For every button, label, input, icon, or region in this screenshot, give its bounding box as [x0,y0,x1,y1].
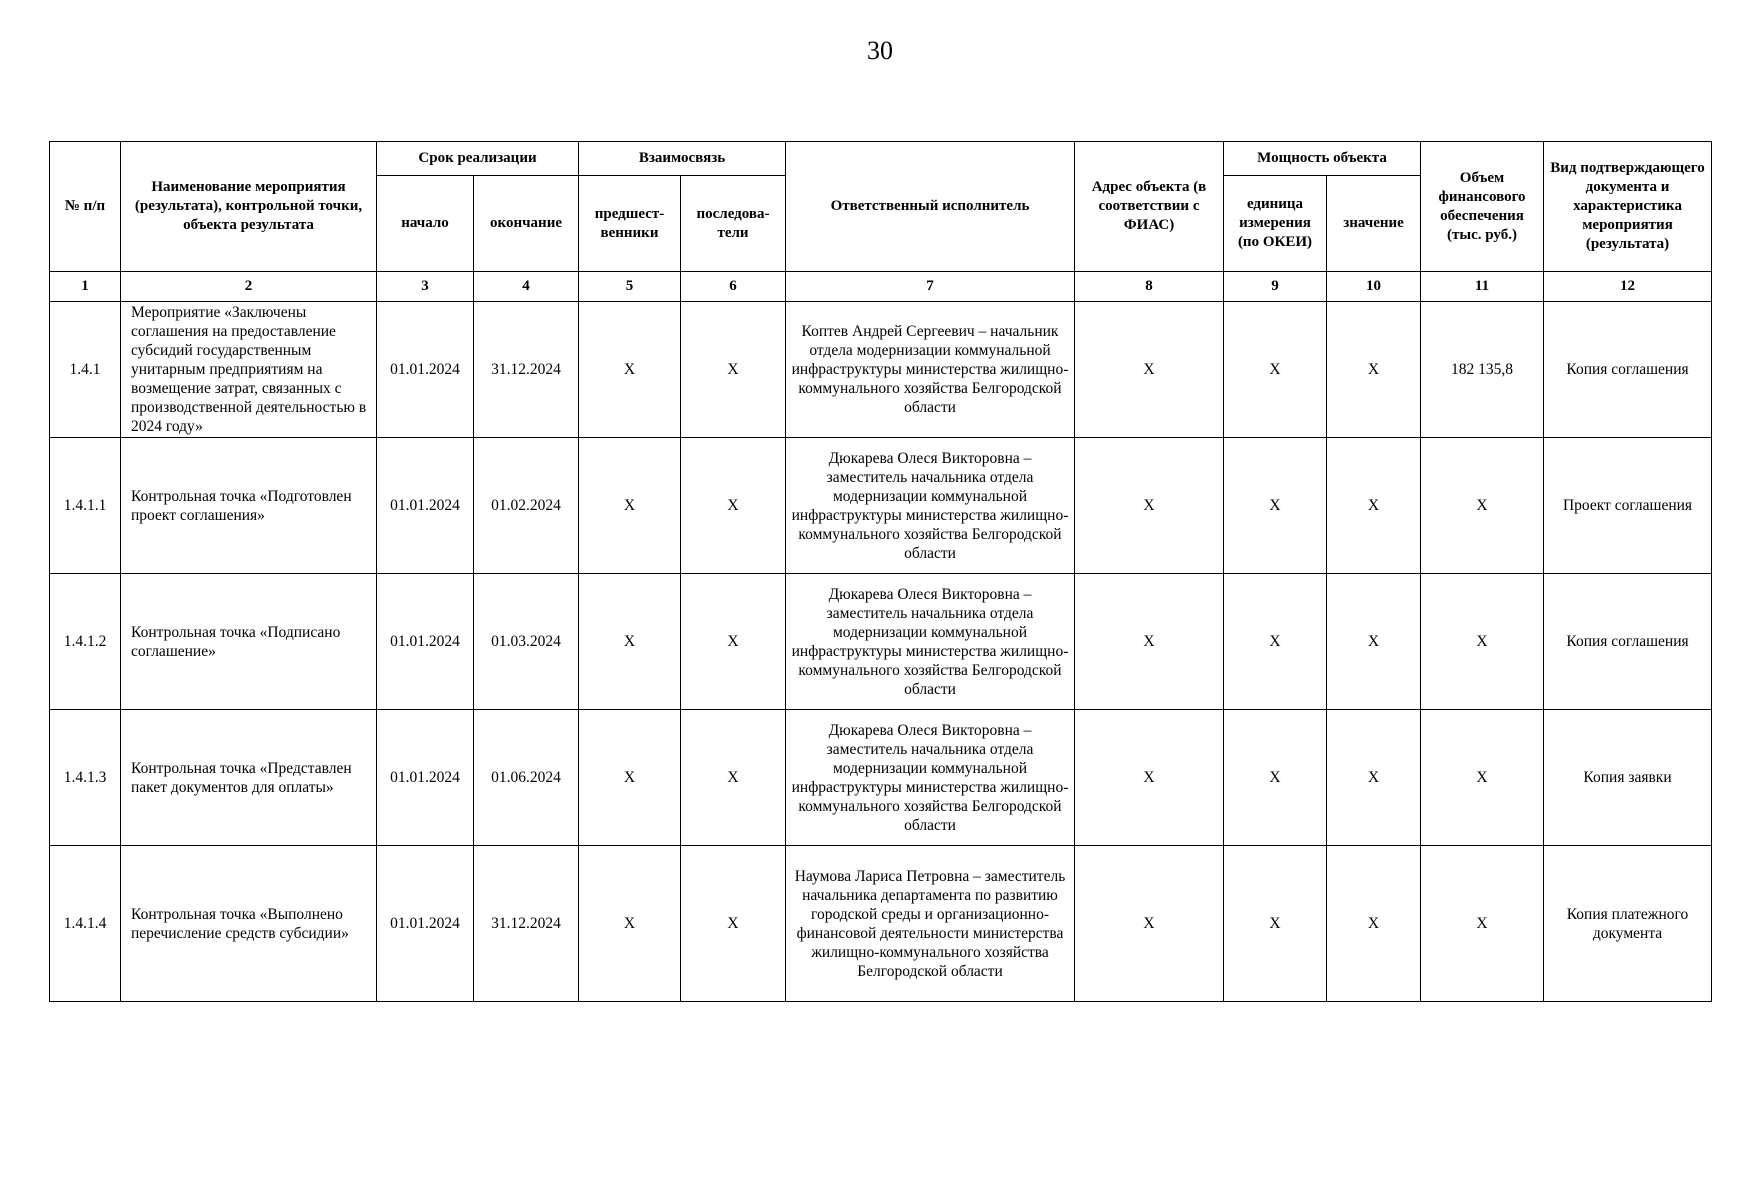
row-unit: X [1224,302,1327,438]
row-end: 31.12.2024 [474,302,579,438]
header-finance: Объем финансового обеспечения (тыс. руб.) [1421,142,1544,272]
row-next: X [681,438,786,574]
header-relation: Взаимосвязь [579,142,786,176]
row-finance: X [1421,846,1544,1002]
row-executor: Дюкарева Олеся Викторовна – заместитель начальника отдела модернизации коммунальной инфраструктуры министерства жилищно-коммунального хозяйства Белгородской области [786,574,1075,710]
column-number: 11 [1421,272,1544,302]
header-capacity-value: значение [1327,176,1421,272]
row-finance: X [1421,574,1544,710]
table-row [50,846,1712,1002]
row-prev: X [579,710,681,846]
header-capacity: Мощность объекта [1224,142,1421,176]
table-row [50,302,1712,438]
column-number-row [50,272,1712,302]
row-value: X [1327,574,1421,710]
row-address: X [1075,846,1224,1002]
column-number: 2 [121,272,377,302]
row-doc: Копия платежного документа [1544,846,1712,1002]
row-doc: Проект соглашения [1544,438,1712,574]
header-term-end: окончание [474,176,579,272]
row-name: Контрольная точка «Подписано соглашение» [121,574,377,710]
row-finance: 182 135,8 [1421,302,1544,438]
column-number: 3 [377,272,474,302]
row-next: X [681,846,786,1002]
row-end: 01.06.2024 [474,710,579,846]
row-name: Мероприятие «Заключены соглашения на предоставление субсидий государственным унитарным предприятиям на возмещение затрат, связанных с производственной деятельностью в 2024 году» [121,302,377,438]
header-address: Адрес объекта (в соответствии с ФИАС) [1075,142,1224,272]
column-number: 7 [786,272,1075,302]
row-unit: X [1224,846,1327,1002]
row-executor: Дюкарева Олеся Викторовна – заместитель начальника отдела модернизации коммунальной инфраструктуры министерства жилищно-коммунального хозяйства Белгородской области [786,710,1075,846]
row-next: X [681,574,786,710]
row-start: 01.01.2024 [377,710,474,846]
row-start: 01.01.2024 [377,302,474,438]
column-number: 4 [474,272,579,302]
row-start: 01.01.2024 [377,438,474,574]
row-end: 01.03.2024 [474,574,579,710]
table-row [50,438,1712,574]
row-num: 1.4.1.2 [50,574,121,710]
row-num: 1.4.1.3 [50,710,121,846]
header-capacity-unit: единица измерения (по ОКЕИ) [1224,176,1327,272]
row-prev: X [579,438,681,574]
header-term-start: начало [377,176,474,272]
row-num: 1.4.1.4 [50,846,121,1002]
header-relation-prev: предшест-венники [579,176,681,272]
row-num: 1.4.1.1 [50,438,121,574]
row-value: X [1327,846,1421,1002]
header-doc-type: Вид подтверждающего документа и характеристика мероприятия (результата) [1544,142,1712,272]
row-prev: X [579,302,681,438]
row-address: X [1075,574,1224,710]
header-relation-next: последова-тели [681,176,786,272]
row-executor: Наумова Лариса Петровна – заместитель начальника департамента по развитию городской среды и организационно-финансовой деятельности министерства жилищно-коммунального хозяйства Белгородской области [786,846,1075,1002]
header-executor: Ответственный исполнитель [786,142,1075,272]
row-next: X [681,302,786,438]
column-number: 1 [50,272,121,302]
row-value: X [1327,710,1421,846]
column-number: 9 [1224,272,1327,302]
row-prev: X [579,846,681,1002]
row-address: X [1075,302,1224,438]
row-next: X [681,710,786,846]
row-unit: X [1224,710,1327,846]
row-name: Контрольная точка «Представлен пакет документов для оплаты» [121,710,377,846]
table-row [50,710,1712,846]
row-value: X [1327,438,1421,574]
row-value: X [1327,302,1421,438]
column-number: 8 [1075,272,1224,302]
table-row [50,574,1712,710]
row-address: X [1075,710,1224,846]
header-row-top [50,142,1712,176]
row-end: 31.12.2024 [474,846,579,1002]
activity-plan-table [49,141,1712,1002]
column-number: 5 [579,272,681,302]
row-name: Контрольная точка «Подготовлен проект соглашения» [121,438,377,574]
row-executor: Коптев Андрей Сергеевич – начальник отдела модернизации коммунальной инфраструктуры министерства жилищно-коммунального хозяйства Белгородской области [786,302,1075,438]
header-name: Наименование мероприятия (результата), контрольной точки, объекта результата [121,142,377,272]
row-prev: X [579,574,681,710]
row-start: 01.01.2024 [377,574,474,710]
row-start: 01.01.2024 [377,846,474,1002]
column-number: 12 [1544,272,1712,302]
header-term: Срок реализации [377,142,579,176]
row-end: 01.02.2024 [474,438,579,574]
row-doc: Копия заявки [1544,710,1712,846]
row-num: 1.4.1 [50,302,121,438]
header-num: № п/п [50,142,121,272]
page-number: 30 [867,36,893,65]
column-number: 6 [681,272,786,302]
column-number: 10 [1327,272,1421,302]
row-address: X [1075,438,1224,574]
row-finance: X [1421,438,1544,574]
row-doc: Копия соглашения [1544,302,1712,438]
row-executor: Дюкарева Олеся Викторовна – заместитель начальника отдела модернизации коммунальной инфраструктуры министерства жилищно-коммунального хозяйства Белгородской области [786,438,1075,574]
row-doc: Копия соглашения [1544,574,1712,710]
row-unit: X [1224,574,1327,710]
row-finance: X [1421,710,1544,846]
row-unit: X [1224,438,1327,574]
row-name: Контрольная точка «Выполнено перечисление средств субсидии» [121,846,377,1002]
